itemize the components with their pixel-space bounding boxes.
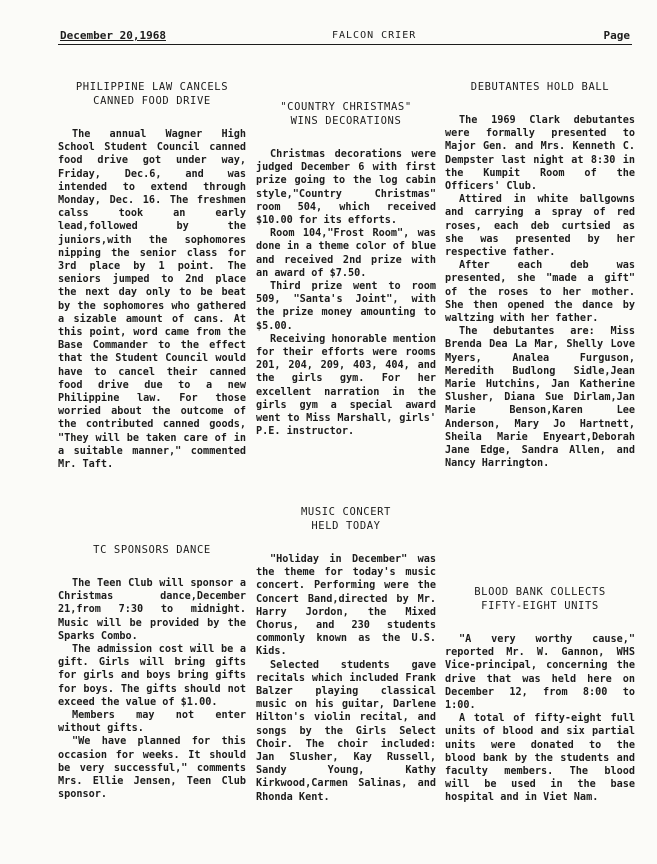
article-tc-dance bbox=[58, 543, 246, 801]
paragraph: "We have planned for this occasion for weeks. It should be very successful," comments Mrs. Ellie Jensen, Teen Club sponsor. bbox=[58, 736, 246, 801]
paragraph: Selected students gave recitals which included Frank Balzer playing classical music on his guitar, Darlene Hilton's violin recital, and songs by the Girls Select Choir. The choir included: Jan Slusher, Kay Russell, Sandy Young, Kathy Kirkwood,Carmen Salinas, and Rhonda Kent. bbox=[256, 659, 436, 803]
headline bbox=[256, 100, 436, 128]
headline-line: BLOOD BANK COLLECTS bbox=[474, 586, 606, 598]
headline bbox=[58, 543, 246, 557]
headline-line: PHILIPPINE LAW CANCELS bbox=[75, 81, 229, 93]
headline-line: DEBUTANTES HOLD BALL bbox=[470, 81, 610, 93]
article-country-christmas bbox=[256, 100, 436, 438]
paragraph: After each deb was presented, she "made a gift" of the roses to her mother. She then opened the dance by waltzing with her father. bbox=[445, 260, 635, 325]
paragraph: Attired in white ballgowns and carrying a spray of red roses, each deb curtsied as she was presented by her respective father. bbox=[445, 194, 635, 259]
headline-line: MUSIC CONCERT bbox=[301, 506, 391, 518]
paragraph: The admission cost will be a gift. Girls will bring gifts for girls and boys bring gifts for boys. The gifts should not exceed the value of $1.00. bbox=[58, 644, 246, 708]
paragraph: "Holiday in December" was the theme for today's music concert. Performing were the Concert Band,directed by Mr. Harry Jordon, the Mixed Chorus, and 230 students commonly known as the U.S. Kids. bbox=[256, 554, 436, 658]
headline bbox=[58, 80, 246, 108]
paragraph: Members may not enter without gifts. bbox=[58, 710, 246, 735]
article-blood-bank bbox=[445, 585, 635, 805]
article-music-concert bbox=[256, 505, 436, 804]
headline bbox=[256, 505, 436, 533]
article-body bbox=[256, 148, 436, 438]
paragraph: Room 104,"Frost Room", was done in a theme color of blue and received 2nd prize with an award of $7.50. bbox=[256, 228, 436, 279]
headline-line: HELD TODAY bbox=[311, 520, 381, 532]
headline-line: "COUNTRY CHRISTMAS" bbox=[280, 101, 412, 113]
article-body bbox=[58, 577, 246, 801]
page-label: Page bbox=[603, 29, 630, 42]
paragraph: "A very worthy cause," reported Mr. W. Gannon, WHS Vice-principal, concerning the drive that was held here on December 12, from 8:00 to 1:00. bbox=[445, 634, 635, 712]
article-body bbox=[445, 633, 635, 805]
headline-line: CANNED FOOD DRIVE bbox=[93, 95, 211, 107]
headline bbox=[445, 585, 635, 613]
paragraph: The Teen Club will sponsor a Christmas dance,December 21,from 7:30 to midnight. Music will be provided by the Sparks Combo. bbox=[58, 578, 246, 642]
paragraph: A total of fifty-eight full units of blood and six partial units were donated to the blood bank by the students and faculty members. The blood will be used in the base hospital and in Viet Nam. bbox=[445, 713, 635, 804]
issue-date: December 20,1968 bbox=[60, 29, 166, 42]
headline-line: WINS DECORATIONS bbox=[290, 115, 402, 127]
paragraph: The debutantes are: Miss Brenda Dea La Mar, Shelly Love Myers, Analea Furguson, Meredith Budlong Sidle,Jean Marie Hutchins, Jan Katherine Slusher, Diana Sue Dirlam,Jan Marie Benson,Karen Lee Anderson, Mary Jo Hartnett, Sheila Marie Enyeart,Deborah Jane Edge, Sandra Allen, and Nancy Harrington. bbox=[445, 326, 635, 470]
paragraph: Third prize went to room 509, "Santa's Joint", with the prize money amounting to $5.00. bbox=[256, 281, 436, 332]
headline-line: TC SPONSORS DANCE bbox=[93, 544, 211, 556]
newspaper-name: FALCON CRIER bbox=[332, 30, 417, 41]
article-body bbox=[445, 114, 635, 470]
header-rule bbox=[58, 44, 632, 45]
paragraph: The 1969 Clark debutantes were formally presented to Major Gen. and Mrs. Kenneth C. Dempster last night at 8:30 in the Kumpit Room of the Officers' Club. bbox=[445, 115, 635, 193]
headline-line: FIFTY-EIGHT UNITS bbox=[481, 600, 599, 612]
article-body bbox=[256, 553, 436, 804]
article-debutantes bbox=[445, 80, 635, 470]
article-body bbox=[58, 128, 246, 471]
paragraph: The annual Wagner High School Student Council canned food drive got under way, Friday, Dec.6, and was intended to extend through Monday, Dec. 16. The freshmen calss took an early lead,followed by the juniors,with the sophomores nipping the senior class for 3rd place by 1 point. The seniors jumped to 2nd place the next day only to be beat by the sophomores who gathered a sizable amount of cans. At this point, word came from the Base Commander to the effect that the Student Council would have to cancel their canned food drive due to a new Philippine law. For those worried about the outcome of the contributed canned goods, "They will be taken care of in a suitable manner," commented Mr. Taft. bbox=[58, 129, 246, 471]
paragraph: Christmas decorations were judged December 6 with first prize going to the log cabin style,"Country Christmas" room 504, which received $10.00 for its efforts. bbox=[256, 149, 436, 227]
article-philippine-law bbox=[58, 80, 246, 471]
headline bbox=[445, 80, 635, 94]
paragraph: Receiving honorable mention for their efforts were rooms 201, 204, 209, 403, 404, and the girls gym. For her excellent narration in the girls gym a special award went to Miss Marshall, girls' P.E. instructor. bbox=[256, 333, 436, 438]
